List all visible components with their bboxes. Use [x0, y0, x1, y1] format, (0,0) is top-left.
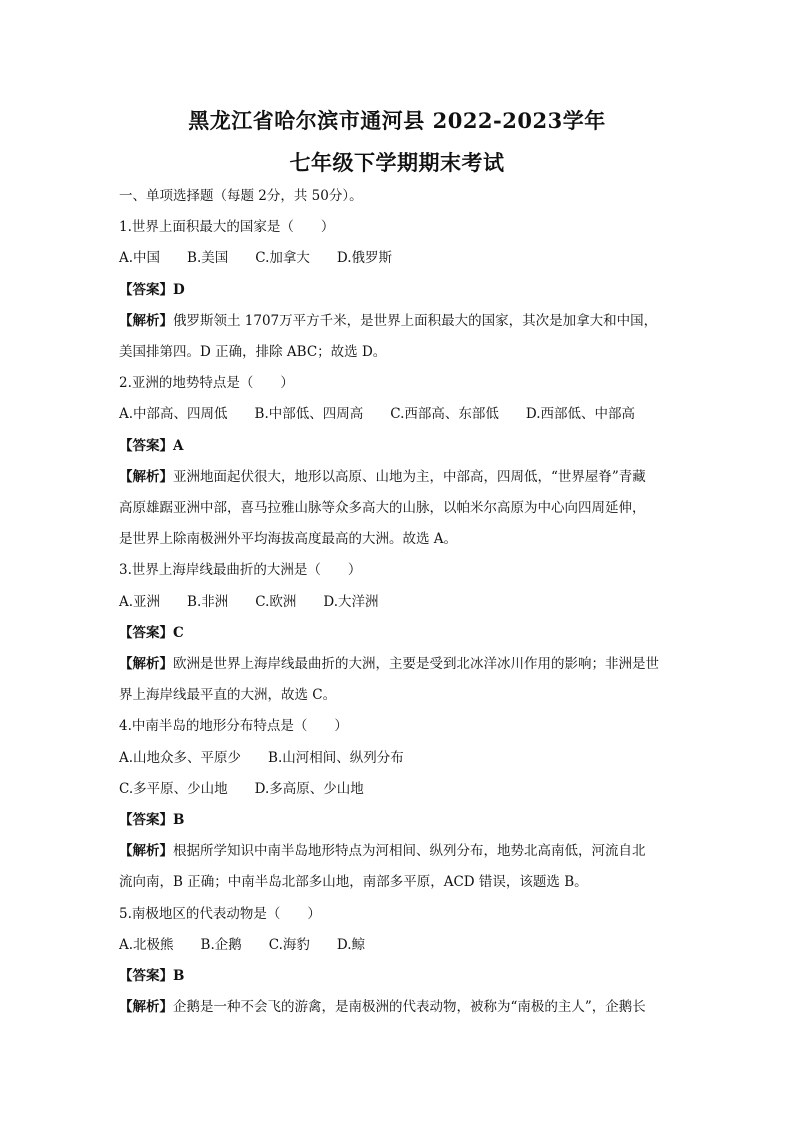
explanation-text: 欧洲是世界上海岸线最曲折的大洲，主要是受到北冰洋冰川作用的影响；非洲是世 — [173, 656, 659, 672]
question-3-explanation-line — [119, 655, 659, 673]
section-heading: 一、单项选择题（每题 2分，共 50分）。 — [119, 188, 363, 204]
question-1-options — [119, 249, 392, 267]
question-3-answer: 【答案】C — [119, 625, 184, 641]
option-c: C.西部高、东部低 — [390, 406, 499, 422]
explanation-label: 【解析】 — [119, 313, 173, 329]
explanation-text: 根据所学知识中南半岛地形特点为河相间、纵列分布，地势北高南低，河流自北 — [173, 843, 646, 859]
question-3-options — [119, 593, 379, 611]
explanation-text: 俄罗斯领土 1707万平方千米，是世界上面积最大的国家，其次是加拿大和中国， — [173, 313, 658, 329]
question-5-options — [119, 936, 365, 954]
question-1-explanation-line — [119, 312, 657, 330]
question-1-stem: 1.世界上面积最大的国家是（ ） — [119, 219, 335, 235]
question-4-explanation-line: 流向南，B 正确；中南半岛北部多山地，南部多平原，ACD 错误，该题选 B。 — [119, 874, 588, 890]
question-4-answer: 【答案】B — [119, 812, 185, 828]
question-5-explanation-line — [119, 998, 646, 1016]
option-d: D.大洋洲 — [323, 594, 379, 610]
option-a: A.亚洲 — [119, 594, 161, 610]
option-a: A.中部高、四周低 — [119, 406, 228, 422]
option-b: B.企鹅 — [200, 937, 242, 953]
explanation-text: 亚洲地面起伏很大，地形以高原、山地为主，中部高，四周低，“世界屋脊”青藏 — [173, 469, 646, 485]
option-d: D.西部低、中部高 — [525, 406, 636, 422]
option-a: A.北极熊 — [119, 937, 174, 953]
document-subtitle: 七年级下学期期末考试 — [289, 150, 505, 175]
option-c: C.多平原、少山地 — [119, 781, 228, 797]
option-a: A.中国 — [119, 250, 161, 266]
option-b: B.非洲 — [187, 594, 229, 610]
option-c: C.加拿大 — [255, 250, 310, 266]
option-d: D.俄罗斯 — [336, 250, 393, 266]
question-2-options — [119, 405, 635, 423]
explanation-label: 【解析】 — [119, 843, 173, 859]
option-d: D.多高原、少山地 — [254, 781, 364, 797]
option-b: B.美国 — [187, 250, 229, 266]
question-2-explanation-line: 高原雄踞亚洲中部，喜马拉雅山脉等众多高大的山脉，以帕米尔高原为中心向四周延伸， — [119, 500, 646, 516]
document-title: 黑龙江省哈尔滨市通河县 2022-2023学年 — [188, 108, 606, 133]
question-4-stem: 4.中南半岛的地形分布特点是（ ） — [119, 718, 348, 734]
option-a: A.山地众多、平原少 — [119, 750, 242, 766]
question-2-answer: 【答案】A — [119, 438, 184, 454]
explanation-label: 【解析】 — [119, 469, 173, 485]
question-5-stem: 5.南极地区的代表动物是（ ） — [119, 906, 321, 922]
question-4-explanation-line — [119, 842, 646, 860]
question-3-stem: 3.世界上海岸线最曲折的大洲是（ ） — [119, 562, 362, 578]
question-3-explanation-line: 界上海岸线最平直的大洲，故选 C。 — [119, 687, 337, 703]
option-b: B.山河相间、纵列分布 — [268, 750, 404, 766]
explanation-label: 【解析】 — [119, 656, 173, 672]
explanation-text: 企鹅是一种不会飞的游禽，是南极洲的代表动物，被称为“南极的主人”，企鹅长 — [173, 999, 646, 1015]
question-4-options-row-2 — [119, 780, 364, 798]
question-1-answer: 【答案】D — [119, 282, 185, 298]
option-d: D.鲸 — [336, 937, 366, 953]
explanation-label: 【解析】 — [119, 999, 173, 1015]
option-c: C.海豹 — [268, 937, 310, 953]
option-b: B.中部低、四周高 — [254, 406, 364, 422]
option-c: C.欧洲 — [255, 594, 297, 610]
question-1-explanation-line: 美国排第四。D 正确，排除 ABC；故选 D。 — [119, 344, 387, 360]
question-2-explanation-line: 是世界上除南极洲外平均海拔高度最高的大洲。故选 A。 — [119, 531, 458, 547]
question-2-stem: 2.亚洲的地势特点是（ ） — [119, 375, 294, 391]
question-4-options-row-1 — [119, 749, 404, 767]
question-2-explanation-line — [119, 468, 646, 486]
question-5-answer: 【答案】B — [119, 968, 185, 984]
